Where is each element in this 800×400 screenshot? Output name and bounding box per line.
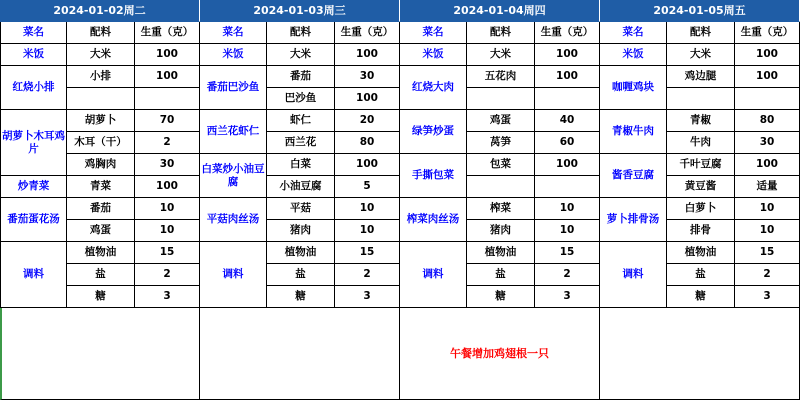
weight-cell: 100 <box>535 154 600 176</box>
ingredient-cell: 猪肉 <box>267 220 335 242</box>
day-block <box>400 0 600 400</box>
dish-name-cell: 米饭 <box>0 44 67 66</box>
ingredient-cell: 莴笋 <box>467 132 535 154</box>
weight-cell: 100 <box>735 66 800 88</box>
empty-cell <box>67 88 135 110</box>
dish-name-cell: 米饭 <box>200 44 267 66</box>
ingredient-cell: 排骨 <box>667 220 735 242</box>
ingredient-cell: 大米 <box>267 44 335 66</box>
dish-name-cell: 米饭 <box>600 44 667 66</box>
ingredient-cell: 植物油 <box>667 242 735 264</box>
ingredient-cell: 番茄 <box>267 66 335 88</box>
ingredient-cell: 五花肉 <box>467 66 535 88</box>
dish-name-cell: 米饭 <box>400 44 467 66</box>
dish-name-cell: 炒青菜 <box>0 176 67 198</box>
ingredient-cell: 胡萝卜 <box>67 110 135 132</box>
ingredient-cell: 盐 <box>667 264 735 286</box>
ingredient-cell: 青菜 <box>67 176 135 198</box>
dish-name-cell: 西兰花虾仁 <box>200 110 267 154</box>
empty-cell <box>135 88 200 110</box>
ingredient-cell: 虾仁 <box>267 110 335 132</box>
ingredient-cell: 植物油 <box>467 242 535 264</box>
weight-cell: 15 <box>735 242 800 264</box>
weight-cell: 15 <box>135 242 200 264</box>
dish-name-cell: 酱香豆腐 <box>600 154 667 198</box>
ingredient-cell: 榨菜 <box>467 198 535 220</box>
col-header-ingredient: 配料 <box>467 22 535 44</box>
dish-name-cell: 白菜炒小油豆腐 <box>200 154 267 198</box>
dish-name-cell: 红烧小排 <box>0 66 67 110</box>
weight-cell: 10 <box>135 198 200 220</box>
ingredient-cell: 大米 <box>67 44 135 66</box>
ingredient-cell: 平菇 <box>267 198 335 220</box>
empty-cell <box>667 88 735 110</box>
weight-cell: 70 <box>135 110 200 132</box>
day-block <box>200 0 400 400</box>
ingredient-cell: 植物油 <box>67 242 135 264</box>
weight-cell: 10 <box>135 220 200 242</box>
col-header-ingredient: 配料 <box>67 22 135 44</box>
day-block <box>600 0 800 400</box>
empty-cell <box>467 88 535 110</box>
ingredient-cell: 小油豆腐 <box>267 176 335 198</box>
col-header-dish: 菜名 <box>400 22 467 44</box>
day-block <box>0 0 200 400</box>
weight-cell: 2 <box>535 264 600 286</box>
ingredient-cell: 鸡边腿 <box>667 66 735 88</box>
ingredient-cell: 盐 <box>67 264 135 286</box>
weight-cell: 30 <box>135 154 200 176</box>
weight-cell: 100 <box>535 44 600 66</box>
day-header-date: 2024-01-02周二 <box>0 0 200 22</box>
dish-name-cell: 番茄蛋花汤 <box>0 198 67 242</box>
dish-name-cell: 萝卜排骨汤 <box>600 198 667 242</box>
day-note-cell: 午餐增加鸡翅根一只 <box>400 308 600 400</box>
day-note-cell <box>200 308 400 400</box>
ingredient-cell: 包菜 <box>467 154 535 176</box>
ingredient-cell: 小排 <box>67 66 135 88</box>
col-header-weight: 生重（克） <box>535 22 600 44</box>
weight-cell: 2 <box>135 264 200 286</box>
weight-cell: 100 <box>335 44 400 66</box>
weight-cell: 100 <box>535 66 600 88</box>
empty-cell <box>535 88 600 110</box>
col-header-ingredient: 配料 <box>667 22 735 44</box>
dish-name-cell: 榨菜肉丝汤 <box>400 198 467 242</box>
day-note-cell <box>600 308 800 400</box>
dish-name-cell: 平菇肉丝汤 <box>200 198 267 242</box>
weight-cell: 80 <box>735 110 800 132</box>
weight-cell: 100 <box>335 88 400 110</box>
ingredient-cell: 番茄 <box>67 198 135 220</box>
weight-cell: 10 <box>735 220 800 242</box>
col-header-weight: 生重（克） <box>735 22 800 44</box>
weight-cell: 100 <box>735 44 800 66</box>
weight-cell: 10 <box>335 220 400 242</box>
weight-cell: 适量 <box>735 176 800 198</box>
day-note-cell <box>0 308 200 400</box>
weight-cell: 100 <box>135 176 200 198</box>
empty-cell <box>467 176 535 198</box>
ingredient-cell: 植物油 <box>267 242 335 264</box>
weight-cell: 30 <box>335 66 400 88</box>
dish-name-cell: 调料 <box>200 242 267 308</box>
dish-name-cell: 调料 <box>400 242 467 308</box>
weight-cell: 2 <box>135 132 200 154</box>
weight-cell: 20 <box>335 110 400 132</box>
dish-name-cell: 调料 <box>600 242 667 308</box>
weight-cell: 40 <box>535 110 600 132</box>
ingredient-cell: 盐 <box>267 264 335 286</box>
col-header-dish: 菜名 <box>0 22 67 44</box>
ingredient-cell: 牛肉 <box>667 132 735 154</box>
weight-cell: 2 <box>335 264 400 286</box>
ingredient-cell: 鸡蛋 <box>67 220 135 242</box>
weight-cell: 10 <box>735 198 800 220</box>
col-header-dish: 菜名 <box>600 22 667 44</box>
dish-name-cell: 青椒牛肉 <box>600 110 667 154</box>
col-header-weight: 生重（克） <box>135 22 200 44</box>
ingredient-cell: 千叶豆腐 <box>667 154 735 176</box>
dish-name-cell: 咖喱鸡块 <box>600 66 667 110</box>
ingredient-cell: 青椒 <box>667 110 735 132</box>
dish-name-cell: 绿笋炒蛋 <box>400 110 467 154</box>
dish-name-cell: 调料 <box>0 242 67 308</box>
col-header-dish: 菜名 <box>200 22 267 44</box>
dish-name-cell: 手撕包菜 <box>400 154 467 198</box>
weight-cell: 100 <box>335 154 400 176</box>
dish-name-cell: 番茄巴沙鱼 <box>200 66 267 110</box>
day-header-date: 2024-01-04周四 <box>400 0 600 22</box>
weight-cell: 15 <box>335 242 400 264</box>
weight-cell: 30 <box>735 132 800 154</box>
empty-cell <box>535 176 600 198</box>
ingredient-cell: 木耳（干） <box>67 132 135 154</box>
ingredient-cell: 糖 <box>67 286 135 308</box>
ingredient-cell: 鸡蛋 <box>467 110 535 132</box>
ingredient-cell: 糖 <box>667 286 735 308</box>
ingredient-cell: 大米 <box>467 44 535 66</box>
col-header-weight: 生重（克） <box>335 22 400 44</box>
weight-cell: 80 <box>335 132 400 154</box>
weight-cell: 60 <box>535 132 600 154</box>
weight-cell: 5 <box>335 176 400 198</box>
ingredient-cell: 白菜 <box>267 154 335 176</box>
weight-cell: 2 <box>735 264 800 286</box>
weight-cell: 10 <box>535 220 600 242</box>
ingredient-cell: 猪肉 <box>467 220 535 242</box>
weight-cell: 15 <box>535 242 600 264</box>
ingredient-cell: 大米 <box>667 44 735 66</box>
weight-cell: 3 <box>735 286 800 308</box>
empty-cell <box>735 88 800 110</box>
weight-cell: 3 <box>335 286 400 308</box>
weight-cell: 100 <box>135 66 200 88</box>
ingredient-cell: 黄豆酱 <box>667 176 735 198</box>
ingredient-cell: 白萝卜 <box>667 198 735 220</box>
weight-cell: 10 <box>335 198 400 220</box>
day-header-date: 2024-01-05周五 <box>600 0 800 22</box>
weight-cell: 100 <box>135 44 200 66</box>
col-header-ingredient: 配料 <box>267 22 335 44</box>
day-header-date: 2024-01-03周三 <box>200 0 400 22</box>
ingredient-cell: 糖 <box>467 286 535 308</box>
dish-name-cell: 胡萝卜木耳鸡片 <box>0 110 67 176</box>
dish-name-cell: 红烧大肉 <box>400 66 467 110</box>
weight-cell: 10 <box>535 198 600 220</box>
weight-cell: 3 <box>535 286 600 308</box>
weight-cell: 3 <box>135 286 200 308</box>
weight-cell: 100 <box>735 154 800 176</box>
ingredient-cell: 巴沙鱼 <box>267 88 335 110</box>
ingredient-cell: 糖 <box>267 286 335 308</box>
ingredient-cell: 盐 <box>467 264 535 286</box>
ingredient-cell: 西兰花 <box>267 132 335 154</box>
ingredient-cell: 鸡胸肉 <box>67 154 135 176</box>
